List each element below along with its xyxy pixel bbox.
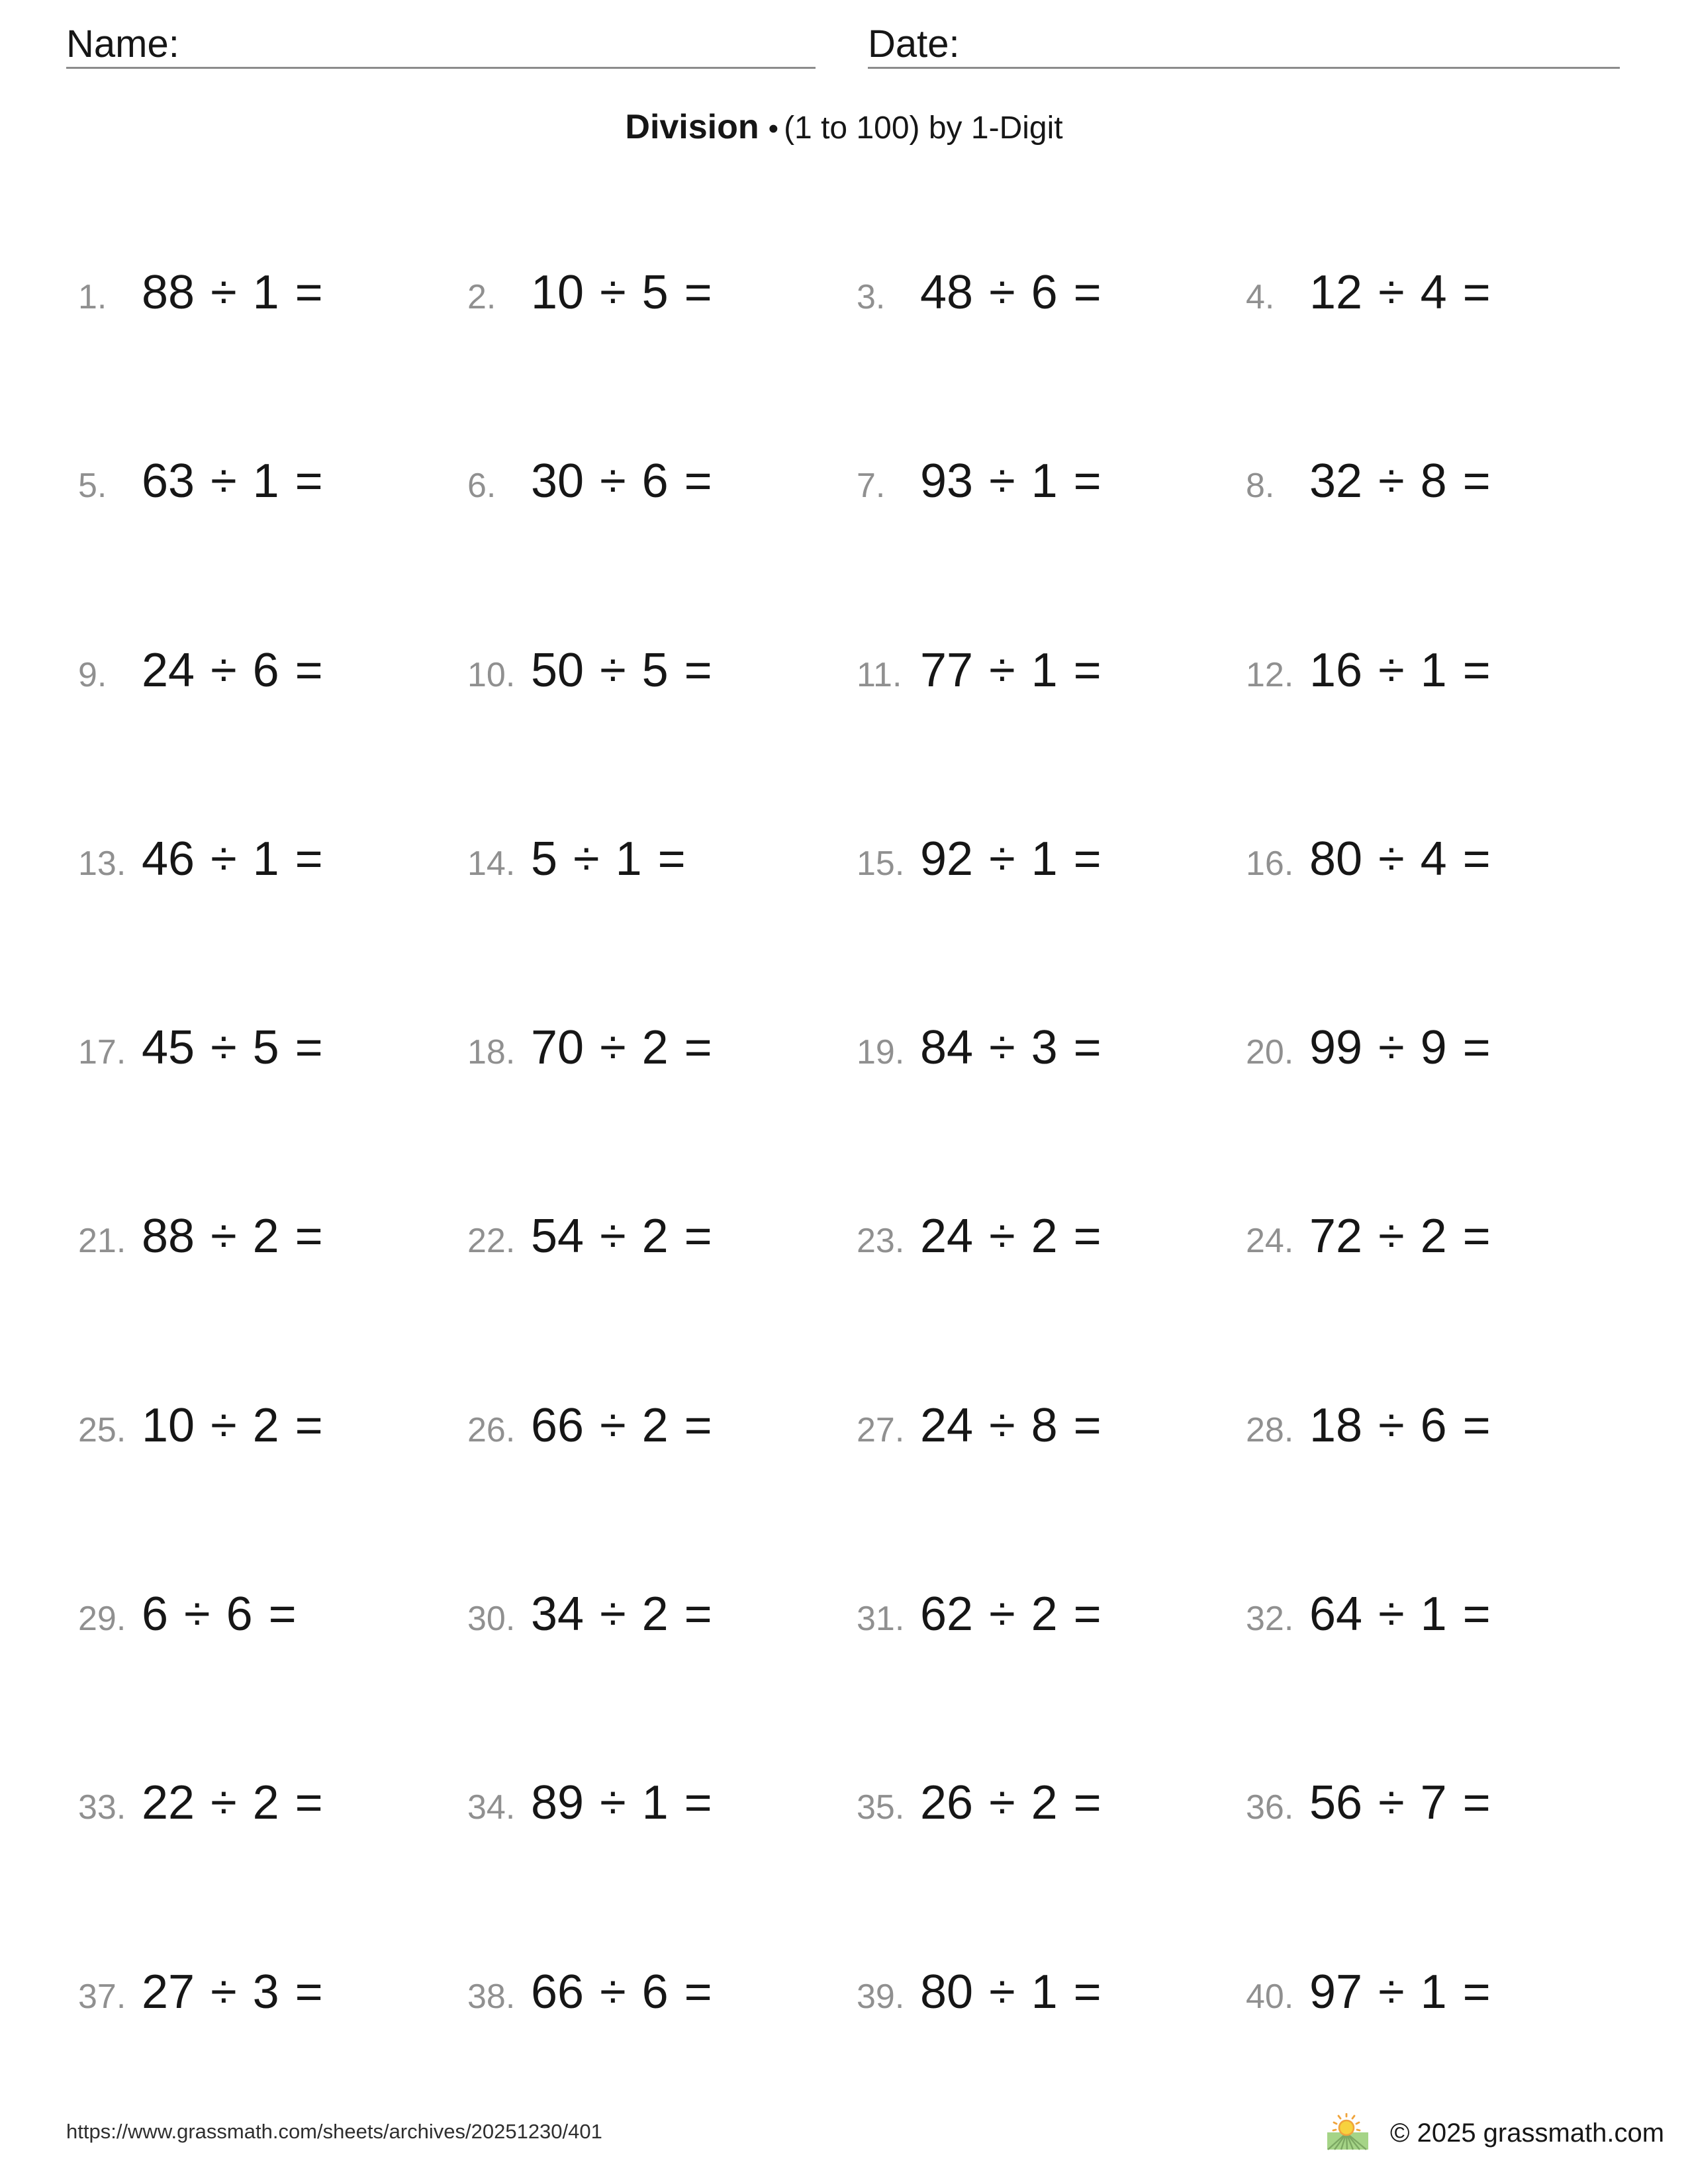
- problem-item: [455, 457, 845, 645]
- problem-number: 3.: [857, 278, 886, 316]
- problem-item: [455, 643, 845, 835]
- problem-item: [455, 1398, 845, 1590]
- problem-expression: 56 ÷ 7 =: [1309, 1776, 1491, 1830]
- problem-expression: 32 ÷ 8 =: [1309, 455, 1491, 508]
- problem-expression: 27 ÷ 3 =: [142, 1965, 323, 2019]
- problem-number: 20.: [1246, 1033, 1294, 1072]
- problem-expression: 63 ÷ 1 =: [142, 455, 323, 508]
- problem-expression: 84 ÷ 3 =: [920, 1021, 1102, 1075]
- problem-expression: 62 ÷ 2 =: [920, 1588, 1102, 1641]
- problem-number: 16.: [1246, 844, 1294, 883]
- problem-number: 6.: [467, 467, 496, 506]
- problem-expression: 54 ÷ 2 =: [531, 1210, 712, 1263]
- problem-number: 14.: [467, 844, 516, 883]
- problem-number: 7.: [857, 467, 886, 506]
- problem-item: [845, 1212, 1234, 1400]
- problem-number: 31.: [857, 1600, 905, 1639]
- date-field: [868, 23, 1620, 69]
- problem-item: [1234, 268, 1623, 457]
- problem-number: 10.: [467, 655, 516, 694]
- problem-item: [66, 1398, 455, 1590]
- problem-number: 5.: [78, 467, 107, 506]
- problem-expression: 46 ÷ 1 =: [142, 832, 323, 886]
- problem-item: [845, 1590, 1234, 1778]
- problem-number: 15.: [857, 844, 905, 883]
- title-main: Division: [625, 108, 759, 146]
- problem-expression: 48 ÷ 6 =: [920, 266, 1102, 319]
- problem-item: [66, 1590, 455, 1778]
- problem-expression: 24 ÷ 8 =: [920, 1398, 1102, 1452]
- problem-expression: 6 ÷ 6 =: [142, 1588, 297, 1641]
- problem-expression: 93 ÷ 1 =: [920, 455, 1102, 508]
- problem-expression: 34 ÷ 2 =: [531, 1588, 712, 1641]
- problem-expression: 66 ÷ 6 =: [531, 1965, 712, 2019]
- problem-item: [66, 643, 455, 835]
- problem-expression: 80 ÷ 1 =: [920, 1965, 1102, 2019]
- problem-expression: 77 ÷ 1 =: [920, 643, 1102, 697]
- problem-item: [455, 1212, 845, 1400]
- problem-number: 19.: [857, 1033, 905, 1072]
- problem-expression: 70 ÷ 2 =: [531, 1021, 712, 1075]
- problem-expression: 50 ÷ 5 =: [531, 643, 712, 697]
- problem-expression: 97 ÷ 1 =: [1309, 1965, 1491, 2019]
- name-blank-line[interactable]: [66, 67, 816, 69]
- title-subtitle: (1 to 100) by 1-Digit: [784, 111, 1063, 146]
- problem-number: 36.: [1246, 1788, 1294, 1827]
- problem-number: 13.: [78, 844, 126, 883]
- problem-item: [455, 1590, 845, 1778]
- problem-item: [455, 1778, 845, 1967]
- problem-item: [845, 832, 1234, 1023]
- problem-item: [455, 1023, 845, 1212]
- problem-item: [66, 832, 455, 1023]
- problem-item: [455, 832, 845, 1023]
- problem-number: 27.: [857, 1410, 905, 1449]
- problem-expression: 99 ÷ 9 =: [1309, 1021, 1491, 1075]
- problem-expression: 12 ÷ 4 =: [1309, 266, 1491, 319]
- problem-number: 39.: [857, 1977, 905, 2016]
- problem-number: 37.: [78, 1977, 126, 2016]
- problem-number: 28.: [1246, 1410, 1294, 1449]
- problem-item: [1234, 1398, 1623, 1590]
- date-label: Date:: [868, 23, 960, 66]
- problem-item: [455, 268, 845, 457]
- problem-item: [845, 1778, 1234, 1967]
- problem-expression: 30 ÷ 6 =: [531, 455, 712, 508]
- problem-item: [66, 1778, 455, 1967]
- problem-item: [66, 268, 455, 457]
- problem-item: [845, 1398, 1234, 1590]
- problem-expression: 80 ÷ 4 =: [1309, 832, 1491, 886]
- problem-item: [1234, 1023, 1623, 1212]
- problem-number: 32.: [1246, 1600, 1294, 1639]
- grassmath-logo-icon: [1327, 2113, 1369, 2150]
- problem-expression: 72 ÷ 2 =: [1309, 1210, 1491, 1263]
- problem-expression: 18 ÷ 6 =: [1309, 1398, 1491, 1452]
- problem-number: 24.: [1246, 1222, 1294, 1261]
- name-label: Name:: [66, 23, 179, 66]
- problem-expression: 24 ÷ 6 =: [142, 643, 323, 697]
- date-blank-line[interactable]: [868, 67, 1620, 69]
- problem-number: 40.: [1246, 1977, 1294, 2016]
- problem-expression: 10 ÷ 5 =: [531, 266, 712, 319]
- problem-number: 18.: [467, 1033, 516, 1072]
- problem-item: [1234, 457, 1623, 645]
- problem-number: 35.: [857, 1788, 905, 1827]
- problem-expression: 24 ÷ 2 =: [920, 1210, 1102, 1263]
- problem-number: 26.: [467, 1410, 516, 1449]
- problem-number: 22.: [467, 1222, 516, 1261]
- problem-expression: 45 ÷ 5 =: [142, 1021, 323, 1075]
- problem-item: [1234, 1590, 1623, 1778]
- problem-item: [845, 457, 1234, 645]
- problem-number: 29.: [78, 1600, 126, 1639]
- copyright-text: © 2025 grassmath.com: [1390, 2118, 1665, 2148]
- problem-number: 12.: [1246, 655, 1294, 694]
- problem-number: 25.: [78, 1410, 126, 1449]
- problem-item: [845, 643, 1234, 835]
- problem-expression: 66 ÷ 2 =: [531, 1398, 712, 1452]
- problem-item: [1234, 1212, 1623, 1400]
- problem-item: [1234, 1778, 1623, 1967]
- problem-item: [66, 1212, 455, 1400]
- problem-item: [1234, 643, 1623, 835]
- problem-number: 4.: [1246, 278, 1275, 316]
- problem-number: 1.: [78, 278, 107, 316]
- problem-number: 21.: [78, 1222, 126, 1261]
- problem-number: 38.: [467, 1977, 516, 2016]
- problem-expression: 26 ÷ 2 =: [920, 1776, 1102, 1830]
- problem-number: 9.: [78, 655, 107, 694]
- footer-url[interactable]: https://www.grassmath.com/sheets/archives/20251230/401: [66, 2120, 602, 2143]
- problem-expression: 64 ÷ 1 =: [1309, 1588, 1491, 1641]
- problem-number: 2.: [467, 278, 496, 316]
- problem-number: 8.: [1246, 467, 1275, 506]
- title-bullet: •: [768, 113, 779, 145]
- problem-number: 11.: [857, 655, 902, 694]
- problem-number: 30.: [467, 1600, 516, 1639]
- problem-expression: 16 ÷ 1 =: [1309, 643, 1491, 697]
- problem-expression: 88 ÷ 2 =: [142, 1210, 323, 1263]
- problem-expression: 5 ÷ 1 =: [531, 832, 686, 886]
- problem-number: 34.: [467, 1788, 516, 1827]
- problem-item: [845, 268, 1234, 457]
- problem-expression: 10 ÷ 2 =: [142, 1398, 323, 1452]
- problem-number: 33.: [78, 1788, 126, 1827]
- problems-grid: [66, 268, 1623, 2156]
- page-title: [0, 107, 1688, 147]
- problem-expression: 22 ÷ 2 =: [142, 1776, 323, 1830]
- problem-item: [845, 1023, 1234, 1212]
- problem-item: [845, 1965, 1234, 2156]
- problem-item: [66, 1023, 455, 1212]
- problem-number: 23.: [857, 1222, 905, 1261]
- problem-item: [1234, 832, 1623, 1023]
- problem-item: [66, 457, 455, 645]
- problem-expression: 92 ÷ 1 =: [920, 832, 1102, 886]
- name-field: [66, 23, 816, 69]
- problem-expression: 88 ÷ 1 =: [142, 266, 323, 319]
- problem-number: 17.: [78, 1033, 126, 1072]
- problem-expression: 89 ÷ 1 =: [531, 1776, 712, 1830]
